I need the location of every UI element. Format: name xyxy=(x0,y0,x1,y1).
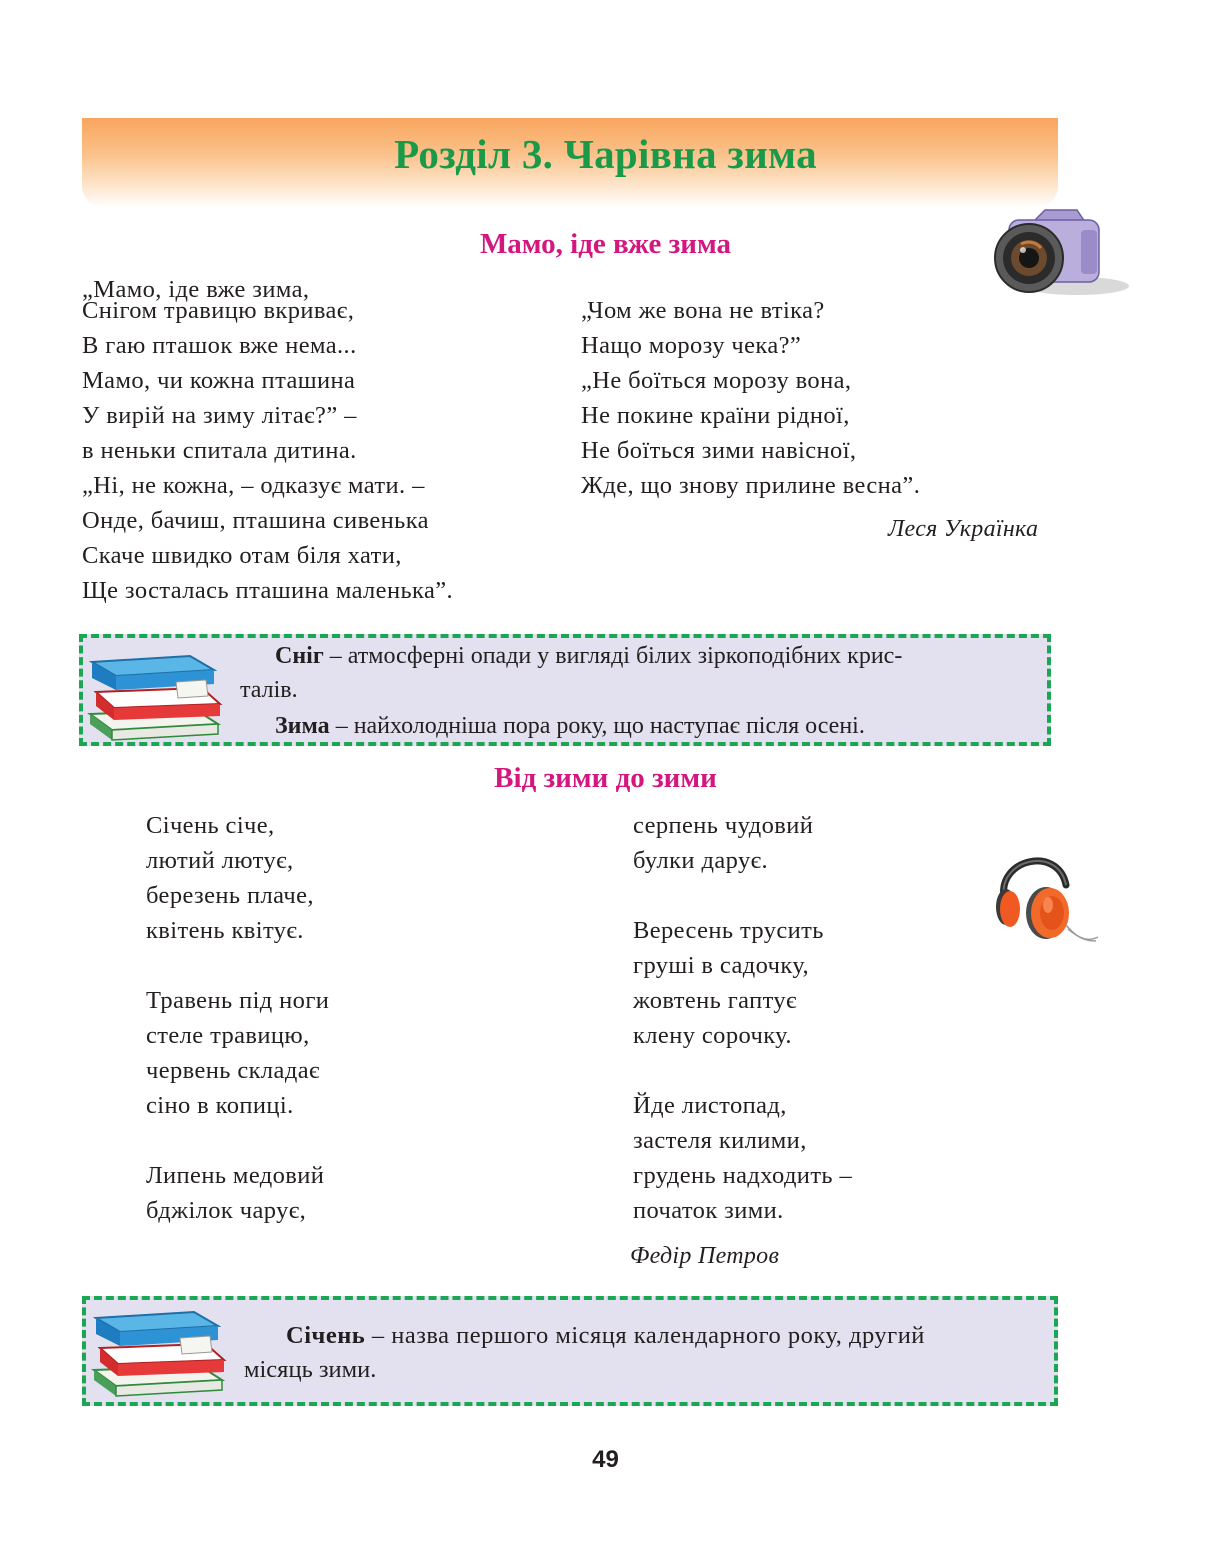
poem1-author: Леся Українка xyxy=(888,516,1039,542)
poem-line: застеля килими, xyxy=(633,1127,807,1154)
glossary-term: Зима xyxy=(275,713,330,739)
glossary-term: Січень xyxy=(286,1322,366,1349)
poem-line: сіно в копиці. xyxy=(146,1092,294,1119)
poem2-right-column xyxy=(633,808,852,1228)
poem-line xyxy=(146,1123,329,1158)
poem2-left-column xyxy=(146,808,329,1228)
poem1-first-line: „Мамо, іде вже зима, xyxy=(82,276,310,303)
poem-line: клену сорочку. xyxy=(633,1022,792,1049)
poem-line: в неньки спитала дитина. xyxy=(82,437,357,464)
poem-line: серпень чудовий xyxy=(633,812,814,839)
books-icon xyxy=(90,1308,235,1398)
poem-line: В гаю пташок вже нема... xyxy=(82,332,357,359)
poem-line: Нащо морозу чека?” xyxy=(581,332,802,359)
poem-line xyxy=(633,878,852,913)
page-number: 49 xyxy=(592,1446,619,1473)
poem-line: булки дарує. xyxy=(633,847,769,874)
glossary-definition: – найхолодніша пора року, що наступає після осені. xyxy=(329,713,865,739)
glossary-term: Сніг xyxy=(275,643,324,669)
poem-line: лютий лютує, xyxy=(146,847,294,874)
poem-line: березень плаче, xyxy=(146,882,314,909)
poem-line: Не покине країни рідної, xyxy=(581,402,850,429)
poem-line: Онде, бачиш, пташина сивенька xyxy=(82,507,429,534)
section-title: Розділ 3. Чарівна зима xyxy=(394,131,817,177)
poem-line: „Не боїться морозу вона, xyxy=(581,367,852,394)
poem-line: початок зими. xyxy=(633,1197,784,1224)
poem-line xyxy=(146,948,329,983)
poem-line: Травень під ноги xyxy=(146,987,330,1014)
poem-line: жовтень гаптує xyxy=(633,987,797,1014)
poem-line: „Чом же вона не втіка? xyxy=(581,297,825,324)
poem-line: Не боїться зими навісної, xyxy=(581,437,857,464)
poem-line xyxy=(633,1053,852,1088)
glossary-2-entry xyxy=(244,1319,1034,1387)
poem2-author: Федір Петров xyxy=(630,1243,780,1269)
poem-line: „Ні, не кожна, – одказує мати. – xyxy=(82,472,425,499)
poem-line: Ще зосталась пташина маленька”. xyxy=(82,577,454,604)
poem-line: грудень надходить – xyxy=(633,1162,853,1189)
glossary-1-entry-2 xyxy=(275,709,1035,743)
poem-line: Липень медовий xyxy=(146,1162,325,1189)
poem-line: Снігом травицю вкриває, xyxy=(82,297,355,324)
poem-line: бджілок чарує, xyxy=(146,1197,307,1224)
poem-line: Січень січе, xyxy=(146,812,275,839)
poem-line: Скаче швидко отам біля хати, xyxy=(82,542,402,569)
headphones-icon xyxy=(988,845,1103,945)
poem-line: червень складає xyxy=(146,1057,320,1084)
glossary-definition-cont: місяць зими. xyxy=(244,1356,377,1383)
poem1-left-column xyxy=(82,293,453,608)
poem-line: Вересень трусить xyxy=(633,917,824,944)
poem-line: Йде листопад, xyxy=(633,1092,787,1119)
poem1-title: Мамо, іде вже зима xyxy=(479,228,732,260)
poem1-right-column xyxy=(581,293,920,503)
glossary-definition: – назва першого місяця календарного року, другий xyxy=(365,1322,925,1349)
books-icon xyxy=(86,652,231,742)
glossary-1-entry-1 xyxy=(240,639,1030,707)
poem-line: Жде, що знову прилине весна”. xyxy=(581,472,921,499)
poem-line: квітень квітує. xyxy=(146,917,304,944)
glossary-definition-cont: талів. xyxy=(240,677,298,703)
poem-line: стеле травицю, xyxy=(146,1022,310,1049)
poem-line: У вирій на зиму літає?” – xyxy=(82,402,357,429)
poem-line: Мамо, чи кожна пташина xyxy=(82,367,356,394)
glossary-definition: – атмосферні опади у вигляді білих зіркоподібних крис- xyxy=(323,643,903,669)
poem-line: груші в садочку, xyxy=(633,952,810,979)
poem2-title: Від зими до зими xyxy=(494,762,717,794)
